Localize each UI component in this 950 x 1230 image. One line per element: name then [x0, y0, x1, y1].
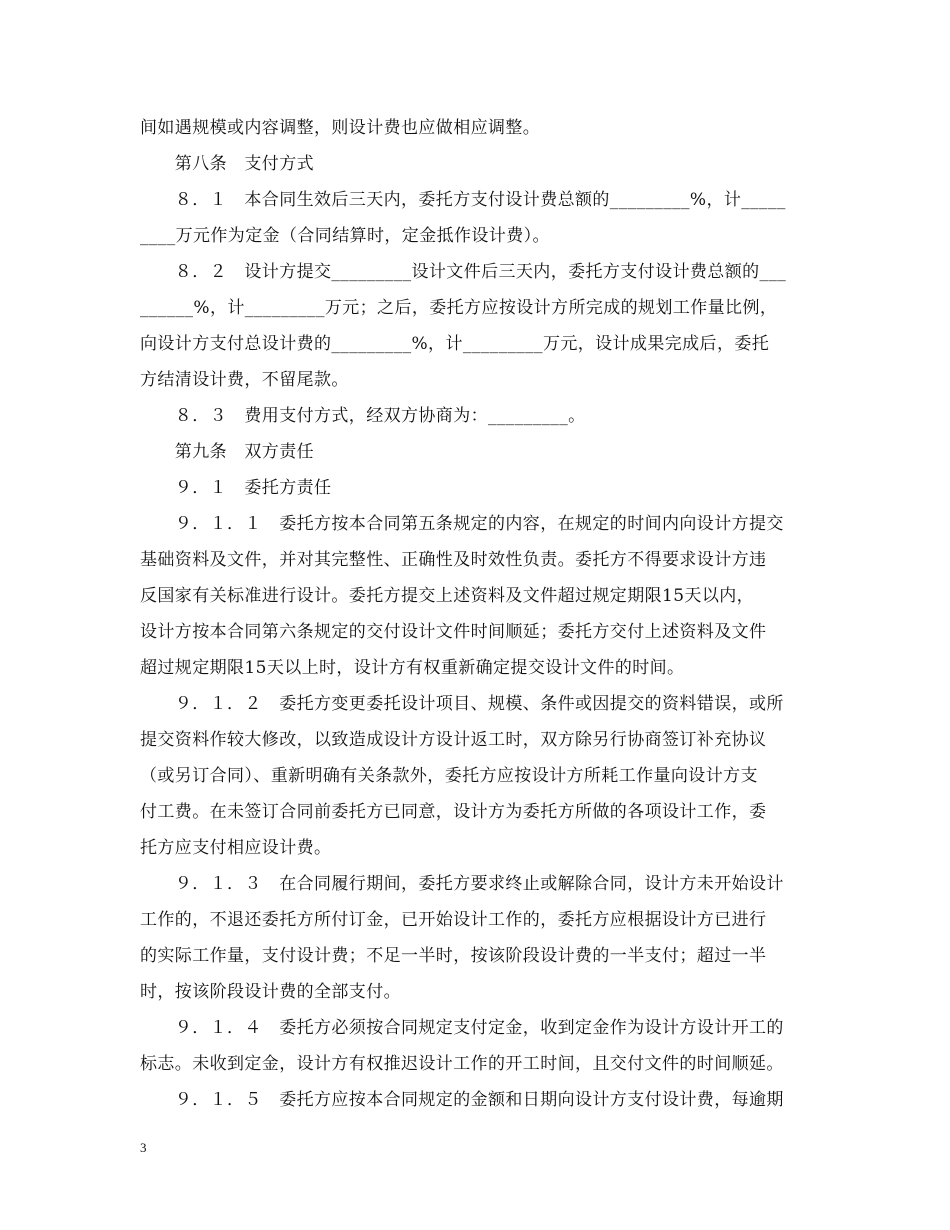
text-line: 向设计方支付总设计费的_________%，计_________万元，设计成果完成后，委托: [140, 334, 770, 354]
text-line: ９．１．４ 委托方必须按合同规定支付定金，收到定金作为设计方设计开工的: [140, 1018, 784, 1038]
text-line: 基础资料及文件，并对其完整性、正确性及时效性负责。委托方不得要求设计方违: [140, 550, 767, 570]
text-line: ８．３ 费用支付方式，经双方协商为：_________。: [140, 406, 586, 426]
text-line: 反国家有关标准进行设计。委托方提交上述资料及文件超过规定期限15天以内，: [140, 586, 755, 606]
text-line: ９．１．３ 在合同履行期间，委托方要求终止或解除合同，设计方未开始设计: [140, 874, 784, 894]
text-line: 时，按该阶段设计费的全部支付。: [140, 982, 401, 1002]
text-line: （或另订合同）、重新明确有关条款外，委托方应按设计方所耗工作量向设计方支: [140, 766, 758, 786]
text-line: ______%，计_________万元；之后，委托方应按设计方所完成的规划工作量比例，: [140, 298, 778, 318]
text-line: 托方应支付相应设计费。: [140, 838, 332, 858]
text-line: 超过规定期限15天以上时，设计方有权重新确定提交设计文件的时间。: [140, 658, 685, 678]
text-line: ____万元作为定金（合同结算时，定金抵作设计费）。: [140, 226, 550, 246]
text-line: ８．１ 本合同生效后三天内，委托方支付设计费总额的_________%，计_____: [140, 190, 786, 210]
text-line: 方结清设计费，不留尾款。: [140, 370, 349, 390]
text-line: 设计方按本合同第六条规定的交付设计文件时间顺延；委托方交付上述资料及文件: [140, 622, 767, 642]
text-line: 提交资料作较大修改，以致造成设计方设计返工时，双方除另行协商签订补充协议: [140, 730, 767, 750]
text-line: ８．２ 设计方提交_________设计文件后三天内，委托方支付设计费总额的___: [140, 262, 787, 282]
text-line: 付工费。在未签订合同前委托方已同意，设计方为委托方所做的各项设计工作，委: [140, 802, 767, 822]
page-number: 3: [140, 1140, 147, 1155]
text-line: 的实际工作量，支付设计费；不足一半时，按该阶段设计费的一半支付；超过一半: [140, 946, 767, 966]
section-heading: 第九条 双方责任: [140, 442, 314, 462]
text-line: ９．１．１ 委托方按本合同第五条规定的内容，在规定的时间内向设计方提交: [140, 514, 784, 534]
text-line: 间如遇规模或内容调整，则设计费也应做相应调整。: [140, 118, 541, 138]
text-line: 标志。未收到定金，设计方有权推迟设计工作的开工时间，且交付文件的时间顺延。: [140, 1054, 784, 1074]
subsection-heading: ９．１ 委托方责任: [140, 478, 332, 498]
text-line: ９．１．２ 委托方变更委托设计项目、规模、条件或因提交的资料错误，或所: [140, 694, 784, 714]
text-line: ９．１．５ 委托方应按本合同规定的金额和日期向设计方支付设计费，每逾期: [140, 1090, 784, 1110]
text-line: 工作的，不退还委托方所付订金，已开始设计工作的，委托方应根据设计方已进行: [140, 910, 767, 930]
section-heading: 第八条 支付方式: [140, 154, 314, 174]
